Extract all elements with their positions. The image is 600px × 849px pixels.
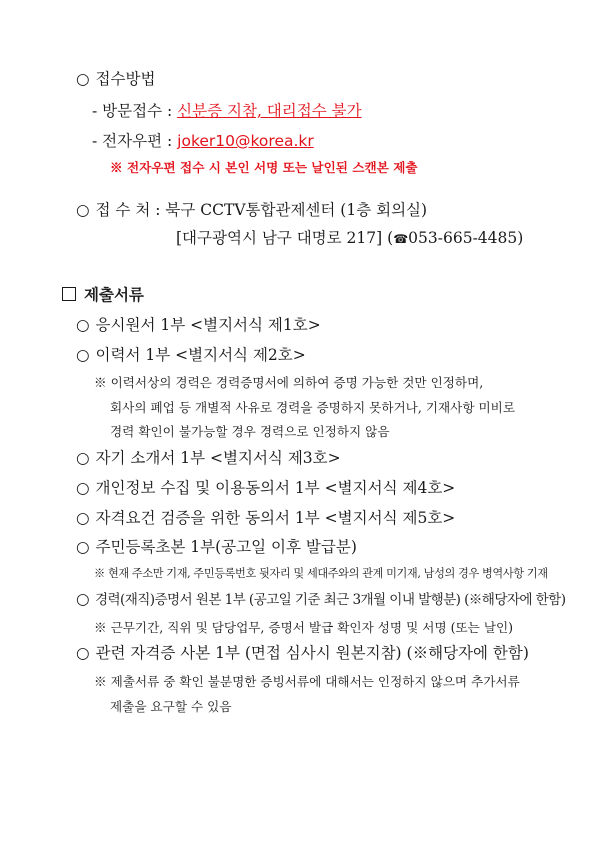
- employment-note: ※ 근무기간, 직위 및 담당업무, 증명서 발급 확인자 성명 및 서명 (또는 날인): [94, 620, 514, 635]
- address-row: [176, 228, 523, 249]
- bullet-circle-icon: ○: [76, 70, 90, 88]
- doc-item-text: 관련 자격증 사본 1부 (면접 심사시 원본지참) (※해당자에 한함): [95, 644, 529, 662]
- docs-title: 제출서류: [84, 285, 144, 304]
- phone-number: 053-665-4485): [408, 229, 524, 247]
- list-item: [76, 508, 455, 528]
- list-item: [76, 478, 455, 498]
- visit-row: [92, 101, 362, 121]
- email-row: [92, 131, 314, 151]
- bullet-circle-icon: ○: [76, 590, 89, 608]
- list-item: [76, 315, 321, 335]
- method-heading: [76, 69, 155, 89]
- bullet-circle-icon: ○: [76, 449, 90, 467]
- final-note-line-1: ※ 제출서류 중 확인 불분명한 증빙서류에 대해서는 인정하지 않으며 추가서류: [94, 674, 520, 689]
- career-note-line-2: 회사의 폐업 등 개별적 사유로 경력을 증명하지 못하거나, 기재사항 미비로: [110, 400, 515, 415]
- list-item: [76, 448, 341, 468]
- doc-item-text: 응시원서 1부 <별지서식 제1호>: [95, 316, 321, 334]
- list-item: [76, 643, 529, 663]
- bullet-circle-icon: ○: [76, 346, 90, 364]
- bullet-circle-icon: ○: [76, 201, 90, 219]
- doc-item-text: 경력(재직)증명서 원본 1부 (공고일 기준 최근 3개월 이내 발행분) (※해당자에 한함): [94, 592, 566, 608]
- bullet-circle-icon: ○: [76, 479, 90, 497]
- place-value: 북구 CCTV통합관제센터 (1층 회의실): [165, 201, 428, 219]
- doc-item-text: 개인정보 수집 및 이용동의서 1부 <별지서식 제4호>: [95, 479, 456, 497]
- doc-item-text: 이력서 1부 <별지서식 제2호>: [95, 346, 306, 364]
- list-item: [76, 537, 357, 557]
- checkbox-square-icon: [62, 287, 76, 301]
- visit-label: - 방문접수 :: [92, 102, 173, 120]
- address-text: [대구광역시 남구 대명로 217]: [176, 229, 383, 247]
- resident-note: ※ 현재 주소만 기재, 주민등록번호 뒷자리 및 세대주와의 관계 미기재, 남성의 경우 병역사항 기재: [94, 567, 548, 580]
- email-link[interactable]: joker10@korea.kr: [177, 132, 314, 150]
- bullet-circle-icon: ○: [76, 538, 90, 556]
- list-item: [76, 589, 565, 610]
- career-note-line-3: 경력 확인이 불가능할 경우 경력으로 인정하지 않음: [110, 424, 390, 439]
- email-label: - 전자우편 :: [92, 132, 173, 150]
- doc-item-text: 주민등록초본 1부(공고일 이후 발급분): [95, 538, 357, 556]
- bullet-circle-icon: ○: [76, 509, 90, 527]
- phone-group: (☎053-665-4485): [387, 229, 524, 247]
- bullet-circle-icon: ○: [76, 644, 90, 662]
- phone-icon: ☎: [393, 232, 409, 246]
- docs-heading: [62, 285, 144, 305]
- doc-item-text: 자격요건 검증을 위한 동의서 1부 <별지서식 제5호>: [95, 509, 456, 527]
- place-row: [76, 200, 427, 220]
- method-title: 접수방법: [95, 70, 156, 88]
- place-label: 접 수 처 :: [95, 201, 161, 219]
- email-note: ※ 전자우편 접수 시 본인 서명 또는 날인된 스캔본 제출: [110, 160, 418, 175]
- final-note-line-2: 제출을 요구할 수 있음: [110, 699, 232, 714]
- bullet-circle-icon: ○: [76, 316, 90, 334]
- list-item: [76, 345, 306, 365]
- career-note-line-1: ※ 이력서상의 경력은 경력증명서에 의하여 증명 가능한 것만 인정하며,: [94, 375, 484, 390]
- doc-item-text: 자기 소개서 1부 <별지서식 제3호>: [95, 449, 341, 467]
- visit-value: 신분증 지참, 대리접수 불가: [177, 102, 362, 120]
